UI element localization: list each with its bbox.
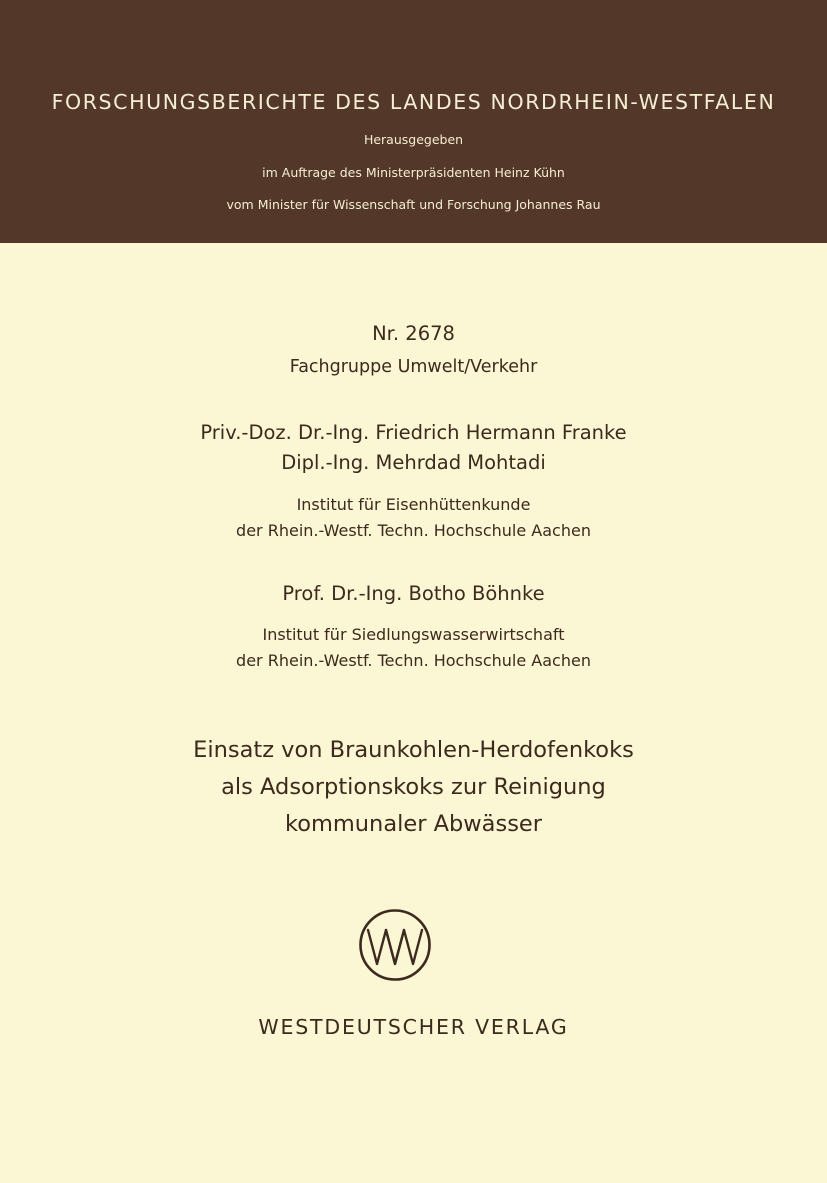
commission-line: im Auftrage des Ministerpräsidenten Heinz Kühn [262,165,565,180]
report-number: Nr. 2678 [372,322,455,345]
author-name: Dipl.-Ing. Mehrdad Mohtadi [281,451,546,474]
author-institute: der Rhein.-Westf. Techn. Hochschule Aachen [236,651,591,670]
header-band [0,0,827,243]
author-institute: Institut für Eisenhüttenkunde [296,495,531,514]
report-group: Fachgruppe Umwelt/Verkehr [289,357,538,377]
editor-line: Herausgegeben [363,132,464,147]
author-institute: Institut für Siedlungswasserwirtschaft [262,625,565,644]
book-title-line: Einsatz von Braunkohlen-Herdofenkoks [193,737,634,763]
minister-line: vom Minister für Wissenschaft und Forschung Johannes Rau [226,197,601,212]
book-title-line: kommunaler Abwässer [284,811,543,837]
series-title: FORSCHUNGSBERICHTE DES LANDES NORDRHEIN-WESTFALEN [51,90,776,114]
author-name: Prof. Dr.-Ing. Botho Böhnke [282,582,545,605]
publisher-name: WESTDEUTSCHER VERLAG [258,1015,569,1039]
author-institute: der Rhein.-Westf. Techn. Hochschule Aachen [236,521,591,540]
westdeutscher-verlag-logo-icon [358,908,432,982]
author-name: Priv.-Doz. Dr.-Ing. Friedrich Hermann Franke [200,421,627,444]
book-title-line: als Adsorptionskoks zur Reinigung [221,774,606,800]
